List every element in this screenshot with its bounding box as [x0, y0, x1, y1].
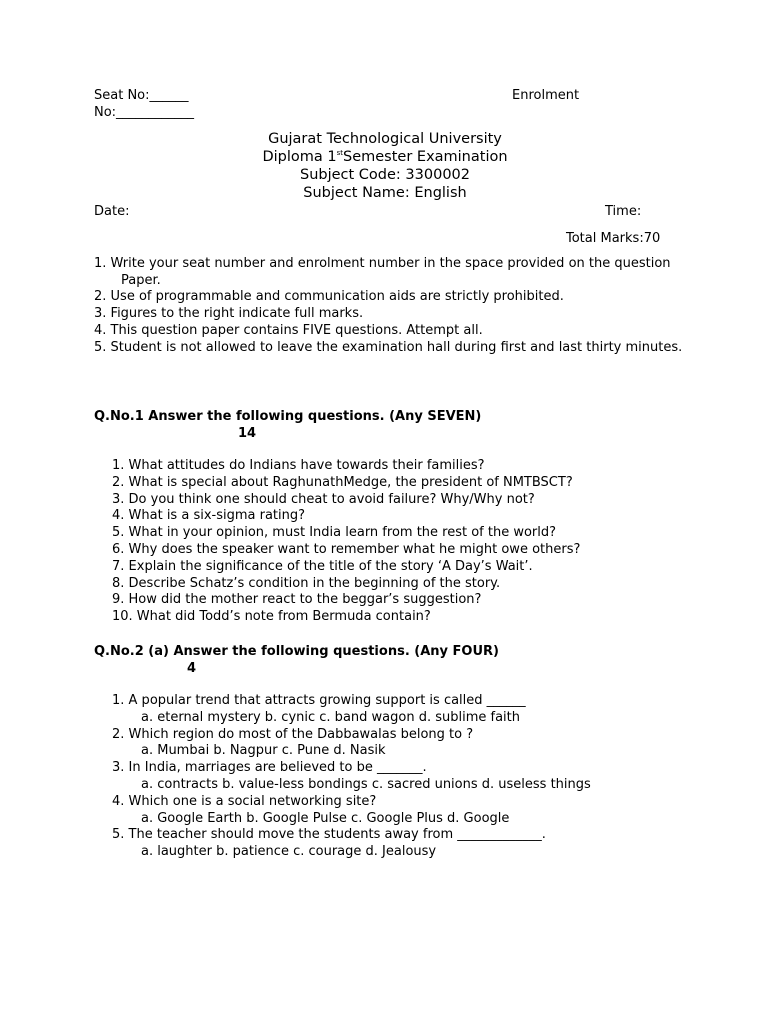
subject-code: Subject Code: 3300002: [299, 167, 470, 183]
instruction-item: Paper.: [121, 272, 161, 288]
seat-no-field: Seat No:______: [94, 88, 189, 103]
mcq-options: a. Mumbai b. Nagpur c. Pune d. Nasik: [141, 743, 386, 759]
university-name: Gujarat Technological University: [268, 131, 502, 147]
list-item: 5. What in your opinion, must India learn from the rest of the world?: [112, 525, 557, 541]
list-item: 8. Describe Schatz’s condition in the beginning of the story.: [112, 575, 501, 591]
q2-marks: 4: [187, 661, 197, 676]
q2-question-list: [112, 693, 591, 861]
list-item: 3. Do you think one should cheat to avoid failure? Why/Why not?: [112, 491, 535, 507]
mcq-options: a. laughter b. patience c. courage d. Jealousy: [141, 844, 437, 860]
exam-title-prefix: Diploma 1: [262, 149, 337, 165]
date-label: Date:: [94, 204, 130, 219]
exam-title-suffix: Semester Examination: [343, 149, 508, 165]
instructions: [94, 256, 684, 356]
q1-marks: 14: [238, 426, 257, 441]
mcq-question: 4. Which one is a social networking site?: [112, 793, 377, 809]
list-item: 4. What is a six-sigma rating?: [112, 508, 306, 524]
enrolment-label: Enrolment: [512, 88, 580, 103]
instruction-item: 3. Figures to the right indicate full marks.: [94, 306, 364, 322]
q1-question-list: [112, 458, 580, 626]
mcq-question: 3. In India, marriages are believed to be _______.: [112, 760, 427, 776]
mcq-options: a. contracts b. value-less bondings c. sacred unions d. useless things: [141, 776, 591, 792]
list-item: 1. What attitudes do Indians have towards their families?: [112, 458, 485, 473]
list-item: 10. What did Todd’s note from Bermuda contain?: [112, 609, 431, 625]
exam-title-sup: st: [336, 149, 343, 157]
enrolment-no-field: No:____________: [94, 105, 195, 120]
list-item: 7. Explain the significance of the title of the story ‘A Day’s Wait’.: [112, 558, 533, 574]
mcq-question: 5. The teacher should move the students away from _____________.: [112, 827, 546, 843]
q1-heading: Q.No.1 Answer the following questions. (Any SEVEN): [94, 409, 482, 424]
list-item: 2. What is special about RaghunathMedge, the president of NMTBSCT?: [112, 474, 573, 490]
instruction-item: 2. Use of programmable and communication aids are strictly prohibited.: [94, 289, 564, 305]
exam-title: [0, 148, 770, 166]
mcq-question: 2. Which region do most of the Dabbawalas belong to ?: [112, 726, 474, 742]
instruction-item: 4. This question paper contains FIVE questions. Attempt all.: [94, 322, 483, 338]
time-label: Time:: [605, 204, 642, 219]
instruction-item: 1. Write your seat number and enrolment number in the space provided on the question: [94, 256, 671, 271]
mcq-options: a. eternal mystery b. cynic c. band wagon d. sublime faith: [141, 709, 520, 725]
list-item: 6. Why does the speaker want to remember what he might owe others?: [112, 541, 581, 557]
subject-name: Subject Name: English: [303, 185, 467, 201]
mcq-options: a. Google Earth b. Google Pulse c. Google Plus d. Google: [141, 810, 510, 826]
q2-heading: Q.No.2 (a) Answer the following questions. (Any FOUR): [94, 644, 499, 659]
instruction-item: 5. Student is not allowed to leave the examination hall during first and last thirty minutes.: [94, 339, 683, 355]
total-marks: Total Marks:70: [566, 231, 661, 246]
list-item: 9. How did the mother react to the beggar’s suggestion?: [112, 592, 482, 608]
mcq-question: 1. A popular trend that attracts growing support is called ______: [112, 693, 526, 708]
